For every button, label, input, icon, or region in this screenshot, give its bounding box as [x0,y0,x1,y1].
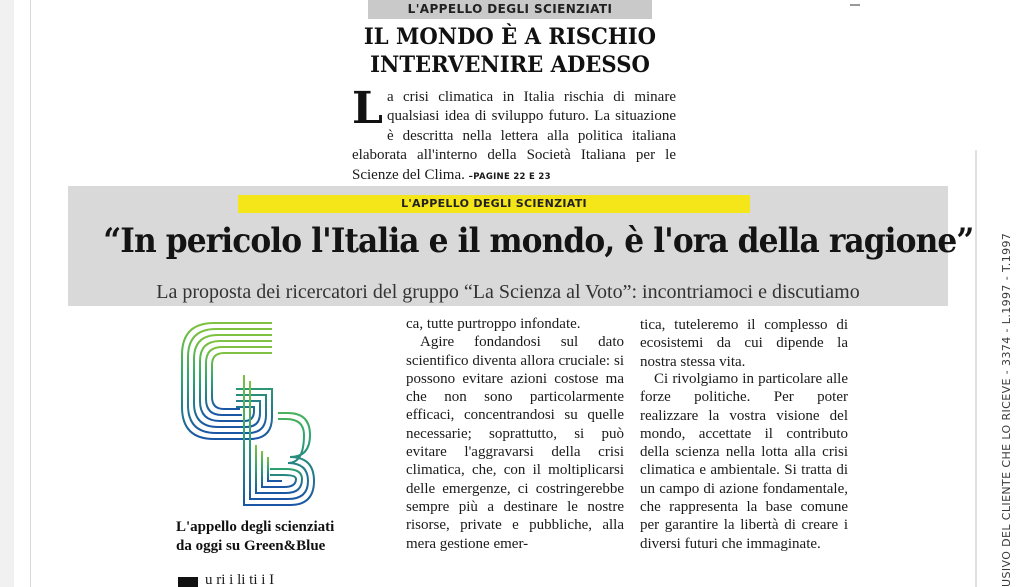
main-headline: “In pericolo l'Italia e il mondo, è l'ora della ragione” [103,221,974,261]
bottom-text-fragment: u ri i li ti i I [205,572,275,587]
page-reference: –PAGINE 22 E 23 [468,171,551,182]
page-edge-divider [30,0,31,587]
top-headline [347,23,673,79]
article-column-1 [406,315,624,553]
main-kicker: L'APPELLO DEGLI SCIENZIATI [238,195,750,213]
top-summary [352,83,676,187]
article-column-3 [640,370,848,553]
green-blue-logo [174,315,322,513]
column2-paragraph1: tica, tuteleremo il complesso di ecosistemi da cui dipende la nostra stessa vita. [640,317,848,370]
copyright-notice: USIVO DEL CLIENTE CHE LO RICEVE - 3374 - L.1997 - T.1997 [1000,232,1013,587]
summary-dropcap: L [352,83,383,134]
column1-paragraph1: ca, tutte purtroppo infondate. [406,316,581,332]
logo-caption [176,518,376,556]
corner-mark [850,0,860,6]
column3-paragraph1: Ci rivolgiamo in particolare alle forze politiche. Per poter realizzare la vostra visione del mondo, accettate il contributo della scienza nella lotta alla crisi climatica e ambientale. Si tratta di un campo di azione fondamentale, che rappresenta la base comune per garantire la libertà di creare i diversi futuri che immaginate. [640,371,848,552]
margin-rule [975,150,977,587]
viewer-left-edge [0,0,14,587]
article-column-2 [640,316,848,371]
top-kicker: L'APPELLO DEGLI SCIENZIATI [368,0,652,19]
gb-logo-graphic [174,315,322,513]
bottom-dropcap-fragment [178,577,198,587]
column1-paragraph2: Agire fondandosi sul dato scientifico diventa allora cruciale: si possono evitare azioni costose ma che non sono particolarmente efficaci, concentrandosi su quelle necessarie; soprattutto, si può evitare l'aggravarsi della crisi climatica, che, con il moltiplicarsi delle emergenze, ci costringerebbe sempre più a destinare le nostre risorse, private e pubbliche, alla mera gestione emer- [406,334,624,552]
caption-line2: da oggi su Green&Blue [176,538,326,554]
caption-line1: L'appello degli scienziati [176,519,335,535]
top-headline-line1: IL MONDO È A RISCHIO [363,24,657,50]
top-headline-line2: INTERVENIRE ADESSO [370,52,650,78]
summary-text: a crisi climatica in Italia rischia di minare qualsiasi idea di sviluppo futuro. La situazione è descritta nella lettera alla politica italiana elaborata all'interno della Società Italiana per le Scienze del Clima. [352,89,676,183]
main-subhead: La proposta dei ricercatori del gruppo “La Scienza al Voto”: incontriamoci e discutiamo [156,281,860,303]
